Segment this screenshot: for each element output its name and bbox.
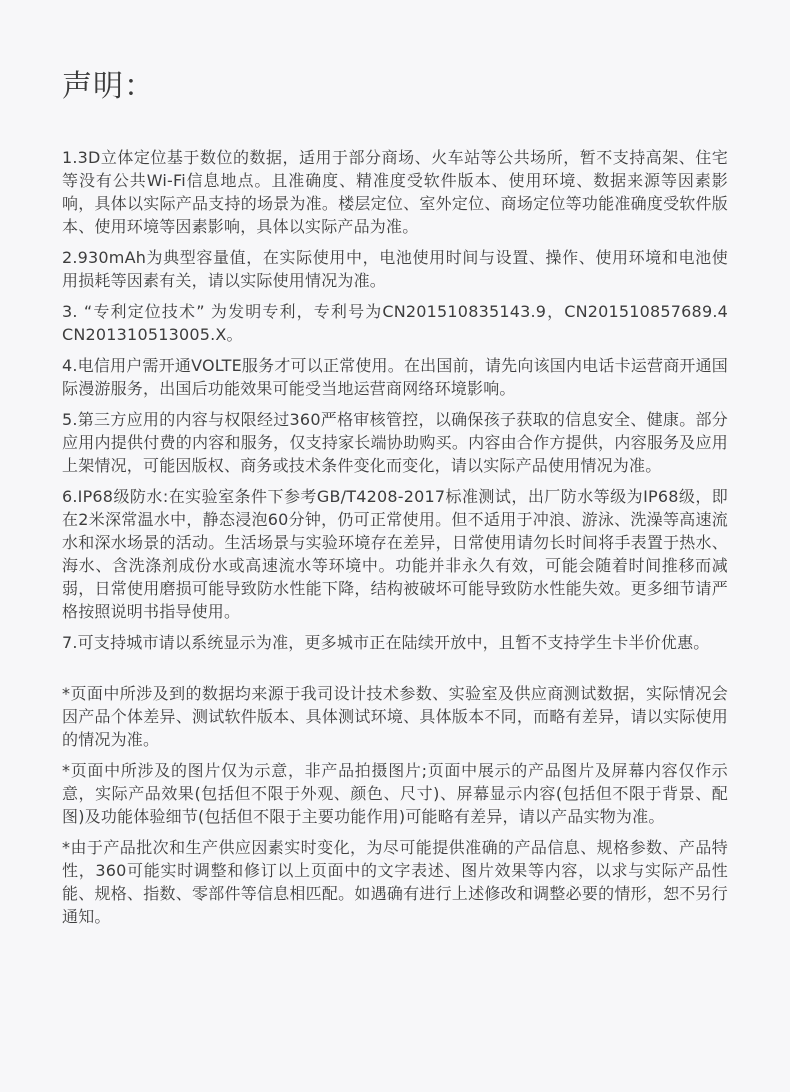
- footnotes: [62, 682, 728, 928]
- clause-4: 4.电信用户需开通VOLTE服务才可以正常使用。在出国前，请先向该国内电话卡运营商开通国际漫游服务，出国后功能效果可能受当地运营商网络环境影响。: [62, 356, 728, 398]
- clause-3: 3. “专利定位技术” 为发明专利，专利号为CN201510835143.9，CN201510857689.4 CN201310513005.X。: [62, 302, 728, 344]
- clause-6: 6.IP68级防水:在实验室条件下参考GB/T4208-2017标准测试，出厂防水等级为IP68级，即在2米深常温水中，静态浸泡60分钟，仍可正常使用。但不适用于冲浪、游泳、洗澡等高速流水和深水场景的活动。生活场景与实验环境存在差异，日常使用请勿长时间将手表置于热水、海水、含洗涤剂成份水或高速流水等环境中。功能并非永久有效，可能会随着时间推移而减弱，日常使用磨损可能导致防水性能下降，结构被破坏可能导致防水性能失效。更多细节请严格按照说明书指导使用。: [62, 487, 728, 621]
- footnote-images: *页面中所涉及的图片仅为示意，非产品拍摄图片;页面中展示的产品图片及屏幕内容仅作示意，实际产品效果(包括但不限于外观、颜色、尺寸)、屏幕显示内容(包括但不限于背景、配图)及功能体验细节(包括但不限于主要功能作用)可能略有差异，请以产品实物为准。: [62, 761, 728, 826]
- clause-2: 2.930mAh为典型容量值，在实际使用中，电池使用时间与设置、操作、使用环境和电池使用损耗等因素有关，请以实际使用情况为准。: [62, 248, 728, 290]
- clause-5: 5.第三方应用的内容与权限经过360严格审核管控，以确保孩子获取的信息安全、健康。部分应用内提供付费的内容和服务，仅支持家长端协助购买。内容由合作方提供，内容服务及应用上架情况，可能因版权、商务或技术条件变化而变化，请以实际产品使用情况为准。: [62, 410, 728, 475]
- clause-7: 7.可支持城市请以系统显示为准，更多城市正在陆续开放中，且暂不支持学生卡半价优惠。: [62, 633, 710, 652]
- page-title: 声明：: [62, 69, 155, 104]
- disclaimer-clauses: [62, 146, 728, 654]
- clause-1: 1.3D立体定位基于数位的数据，适用于部分商场、火车站等公共场所，暂不支持高架、住宅等没有公共Wi-Fi信息地点。且准确度、精准度受软件版本、使用环境、数据来源等因素影响，具体以实际产品支持的场景为准。楼层定位、室外定位、商场定位等功能准确度受软件版本、使用环境等因素影响，具体以实际产品为准。: [62, 148, 728, 236]
- footnote-data-source: *页面中所涉及到的数据均来源于我司设计技术参数、实验室及供应商测试数据，实际情况会因产品个体差异、测试软件版本、具体测试环境、具体版本不同，而略有差异，请以实际使用的情况为准。: [62, 684, 728, 749]
- footnote-updates: *由于产品批次和生产供应因素实时变化，为尽可能提供准确的产品信息、规格参数、产品特性，360可能实时调整和修订以上页面中的文字表述、图片效果等内容，以求与实际产品性能、规格、指数、零部件等信息相匹配。如遇确有进行上述修改和调整必要的情形，恕不另行通知。: [62, 838, 728, 926]
